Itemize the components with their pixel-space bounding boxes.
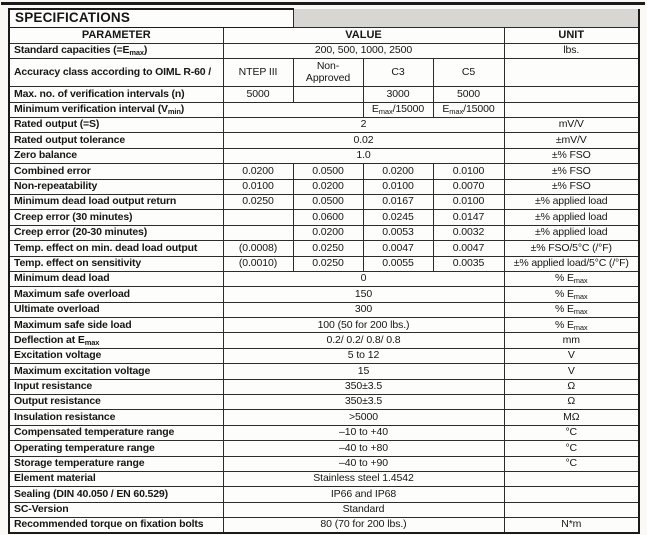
unit-cell: °C (504, 425, 639, 440)
column-header-parameter: PARAMETER (9, 27, 223, 43)
parameter-cell: Maximum safe overload (9, 287, 223, 302)
value-cell: 0.0055 (363, 256, 433, 271)
unit-cell: mm (504, 333, 639, 348)
column-header-value: VALUE (223, 27, 504, 43)
value-cell: 0.0070 (433, 179, 504, 194)
parameter-cell: Compensated temperature range (9, 425, 223, 440)
column-header-unit: UNIT (504, 27, 639, 43)
value-cell: (0.0010) (223, 256, 293, 271)
table-row (9, 148, 639, 163)
parameter-cell: Zero balance (9, 148, 223, 163)
value-cell: 0 (223, 271, 504, 286)
value-cell: 0.0250 (223, 194, 293, 209)
value-cell: 0.0047 (433, 241, 504, 256)
parameter-cell: Max. no. of verification intervals (n) (9, 87, 223, 102)
unit-cell: ±% applied load (504, 225, 639, 240)
value-cell: 0.0600 (293, 210, 363, 225)
parameter-cell: Insulation resistance (9, 410, 223, 425)
parameter-cell: Storage temperature range (9, 456, 223, 471)
value-cell: NTEP III (223, 59, 293, 87)
value-cell: >5000 (223, 410, 504, 425)
table-row (9, 333, 639, 348)
value-cell: 0.0200 (293, 179, 363, 194)
value-cell: 0.0250 (293, 241, 363, 256)
table-row (9, 210, 639, 225)
value-cell: 3000 (363, 87, 433, 102)
value-cell: 5000 (223, 87, 293, 102)
value-cell: 5000 (433, 87, 504, 102)
unit-cell (504, 487, 639, 502)
value-cell: 200, 500, 1000, 2500 (223, 43, 504, 58)
value-cell: 0.02 (223, 133, 504, 148)
unit-cell (504, 472, 639, 487)
unit-cell: ±% applied load (504, 194, 639, 209)
table-row (9, 502, 639, 517)
title-row (9, 9, 639, 27)
table-row (9, 59, 639, 87)
value-cell: –40 to +90 (223, 456, 504, 471)
table-row (9, 225, 639, 240)
value-cell: Stainless steel 1.4542 (223, 472, 504, 487)
page-title: SPECIFICATIONS (9, 9, 293, 27)
table-row (9, 87, 639, 102)
unit-cell: Ω (504, 395, 639, 410)
table-row (9, 179, 639, 194)
top-rule (1, 2, 645, 5)
value-cell: 0.0032 (433, 225, 504, 240)
table-row (9, 302, 639, 317)
value-cell: 1.0 (223, 148, 504, 163)
unit-cell: ±% FSO (504, 179, 639, 194)
title-spacer (293, 9, 639, 27)
parameter-cell: Combined error (9, 164, 223, 179)
value-cell: C3 (363, 59, 433, 87)
value-cell: 0.0100 (363, 179, 433, 194)
parameter-cell: Minimum dead load output return (9, 194, 223, 209)
parameter-cell: Creep error (20-30 minutes) (9, 225, 223, 240)
unit-cell: ±% FSO (504, 148, 639, 163)
table-row (9, 194, 639, 209)
value-cell: IP66 and IP68 (223, 487, 504, 502)
value-cell (293, 87, 363, 102)
value-cell: 0.0245 (363, 210, 433, 225)
value-cell: 350±3.5 (223, 395, 504, 410)
value-cell: 2 (223, 118, 504, 133)
unit-cell: ±% FSO/5°C (/°F) (504, 241, 639, 256)
parameter-cell: Maximum excitation voltage (9, 364, 223, 379)
unit-cell: % $E_{max}$ (504, 287, 639, 302)
unit-cell: °C (504, 441, 639, 456)
parameter-cell: Recommended torque on fixation bolts (9, 518, 223, 533)
value-cell: 0.0047 (363, 241, 433, 256)
table-row (9, 456, 639, 471)
value-cell: –40 to +80 (223, 441, 504, 456)
value-cell: 150 (223, 287, 504, 302)
value-cell: 0.0100 (433, 194, 504, 209)
value-cell: 0.0035 (433, 256, 504, 271)
table-row (9, 364, 639, 379)
table-row (9, 425, 639, 440)
table-row (9, 118, 639, 133)
parameter-cell: Excitation voltage (9, 348, 223, 363)
unit-cell: ±% applied load (504, 210, 639, 225)
parameter-cell: Minimum verification interval $(V_{min})$ (9, 102, 223, 117)
value-cell: 15 (223, 364, 504, 379)
parameter-cell: Deflection at $E_{max}$ (9, 333, 223, 348)
table-row (9, 133, 639, 148)
parameter-cell: Creep error (30 minutes) (9, 210, 223, 225)
value-cell: 0.2/ 0.2/ 0.8/ 0.8 (223, 333, 504, 348)
value-cell: C5 (433, 59, 504, 87)
table-row (9, 487, 639, 502)
parameter-cell: Element material (9, 472, 223, 487)
parameter-cell: Standard capacities $(=E_{max})$ (9, 43, 223, 58)
value-cell: Standard (223, 502, 504, 517)
parameter-cell: Sealing (DIN 40.050 / EN 60.529) (9, 487, 223, 502)
unit-cell: °C (504, 456, 639, 471)
parameter-cell: Rated output (=S) (9, 118, 223, 133)
table-row (9, 318, 639, 333)
value-cell: $E_{max}/15000$ (433, 102, 504, 117)
parameter-cell: Input resistance (9, 379, 223, 394)
value-cell: 0.0500 (293, 194, 363, 209)
parameter-cell: SC-Version (9, 502, 223, 517)
unit-cell: % $E_{max}$ (504, 302, 639, 317)
table-row (9, 441, 639, 456)
unit-cell: V (504, 364, 639, 379)
value-cell: Non-Approved (293, 59, 363, 87)
table-row (9, 241, 639, 256)
parameter-cell: Operating temperature range (9, 441, 223, 456)
value-cell: 0.0053 (363, 225, 433, 240)
value-cell: 0.0200 (363, 164, 433, 179)
table-row (9, 43, 639, 58)
parameter-cell: Accuracy class according to OIML R-60 / (9, 59, 223, 87)
unit-cell (504, 59, 639, 87)
value-cell: 350±3.5 (223, 379, 504, 394)
unit-cell: V (504, 348, 639, 363)
value-cell: 0.0200 (293, 225, 363, 240)
table-body (9, 43, 639, 533)
table-row (9, 164, 639, 179)
value-cell: 0.0500 (293, 164, 363, 179)
value-cell (223, 225, 293, 240)
value-cell: 0.0147 (433, 210, 504, 225)
unit-cell (504, 102, 639, 117)
table-row (9, 102, 639, 117)
value-cell: 0.0200 (223, 164, 293, 179)
table-row (9, 271, 639, 286)
unit-cell (504, 87, 639, 102)
parameter-cell: Ultimate overload (9, 302, 223, 317)
parameter-cell: Minimum dead load (9, 271, 223, 286)
unit-cell (504, 502, 639, 517)
table-row (9, 410, 639, 425)
unit-cell: mV/V (504, 118, 639, 133)
value-cell: (0.0008) (223, 241, 293, 256)
value-cell: 80 (70 for 200 lbs.) (223, 518, 504, 533)
value-cell (223, 210, 293, 225)
value-cell: 0.0167 (363, 194, 433, 209)
value-cell: 0.0100 (433, 164, 504, 179)
parameter-cell: Non-repeatability (9, 179, 223, 194)
table-row (9, 395, 639, 410)
table-row (9, 518, 639, 533)
value-cell: 0.0100 (223, 179, 293, 194)
table-row (9, 379, 639, 394)
parameter-cell: Output resistance (9, 395, 223, 410)
value-cell: –10 to +40 (223, 425, 504, 440)
parameter-cell: Rated output tolerance (9, 133, 223, 148)
table-row (9, 287, 639, 302)
unit-cell: MΩ (504, 410, 639, 425)
table-row (9, 472, 639, 487)
parameter-cell: Maximum safe side load (9, 318, 223, 333)
unit-cell: lbs. (504, 43, 639, 58)
value-cell: 5 to 12 (223, 348, 504, 363)
unit-cell: ±% applied load/5°C (/°F) (504, 256, 639, 271)
value-cell: 300 (223, 302, 504, 317)
specifications-table (8, 8, 640, 534)
value-cell: 0.0250 (293, 256, 363, 271)
parameter-cell: Temp. effect on min. dead load output (9, 241, 223, 256)
header-row (9, 27, 639, 43)
value-cell: 100 (50 for 200 lbs.) (223, 318, 504, 333)
unit-cell: N*m (504, 518, 639, 533)
unit-cell: % $E_{max}$ (504, 271, 639, 286)
unit-cell: ±mV/V (504, 133, 639, 148)
unit-cell: Ω (504, 379, 639, 394)
unit-cell: ±% FSO (504, 164, 639, 179)
table-row (9, 256, 639, 271)
value-cell: $E_{max}/15000$ (363, 102, 433, 117)
parameter-cell: Temp. effect on sensitivity (9, 256, 223, 271)
table-row (9, 348, 639, 363)
value-cell (223, 102, 363, 117)
unit-cell: % $E_{max}$ (504, 318, 639, 333)
